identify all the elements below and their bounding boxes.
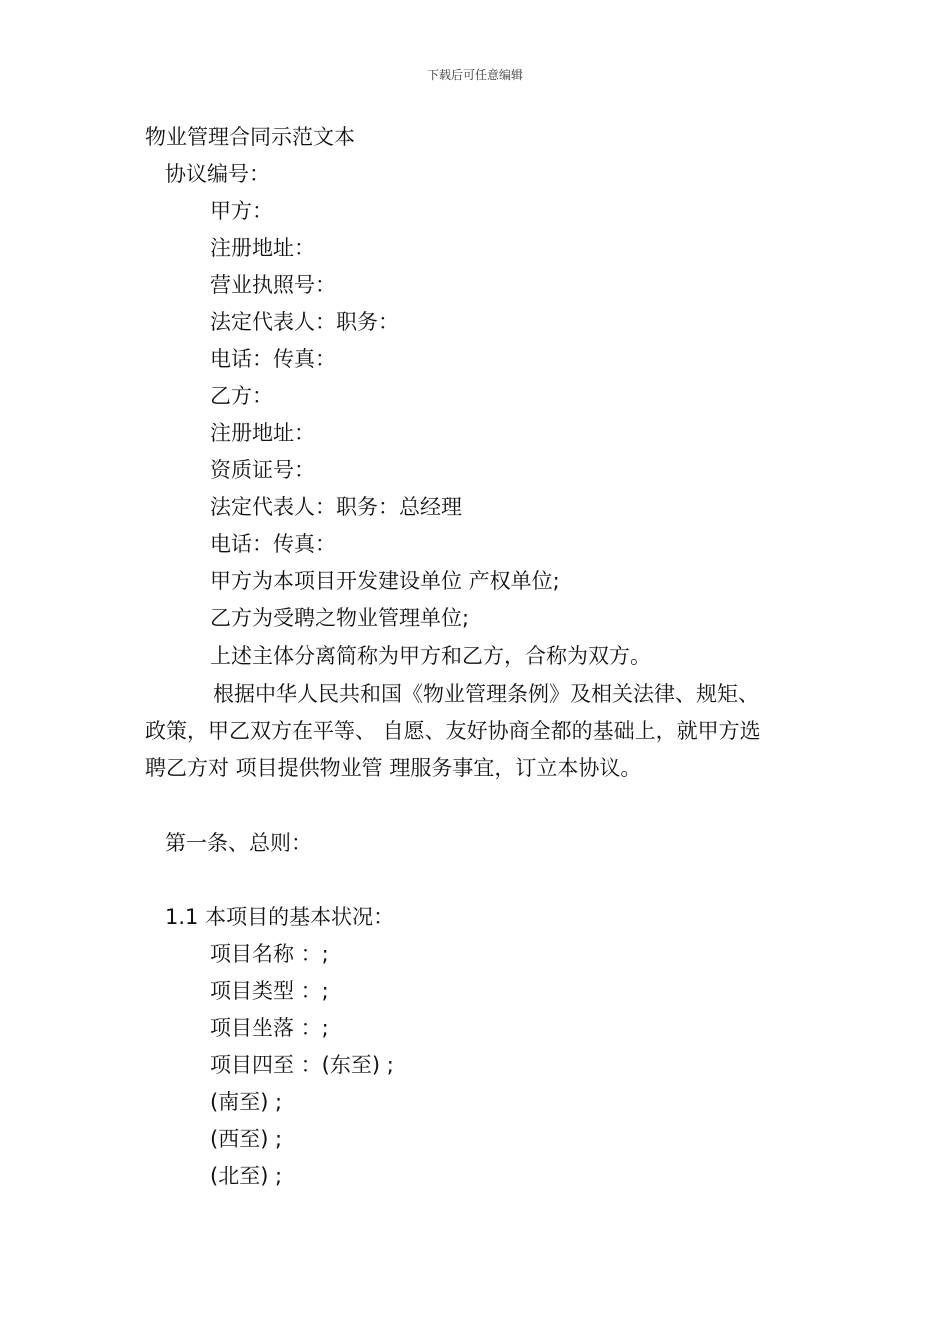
party-b-representative-label: 法定代表人：职务：总经理 bbox=[210, 495, 462, 519]
project-info-item: (北至) ; bbox=[210, 1164, 283, 1188]
party-b-label: 乙方： bbox=[210, 384, 273, 408]
party-a-representative-label: 法定代表人：职务： bbox=[210, 310, 399, 334]
project-info-item: 项目四至 ：(东至) ; bbox=[210, 1053, 394, 1077]
project-info-item: 项目类型 ：; bbox=[210, 979, 329, 1003]
party-a-address-label: 注册地址： bbox=[210, 236, 315, 260]
party-b-qualification-label: 资质证号： bbox=[210, 458, 315, 482]
party-a-phone-label: 电话：传真： bbox=[210, 347, 336, 371]
statement-line: 甲方为本项目开发建设单位 产权单位; bbox=[210, 569, 560, 593]
party-b-address-label: 注册地址： bbox=[210, 421, 315, 445]
project-info-item: 项目坐落 ：; bbox=[210, 1016, 329, 1040]
project-info-item: (南至) ; bbox=[210, 1090, 283, 1114]
intro-paragraph-line: 聘乙方对 项目提供物业管 理服务事宜，订立本协议。 bbox=[145, 756, 642, 780]
party-a-label: 甲方： bbox=[210, 199, 273, 223]
article-1-heading: 第一条、总则： bbox=[165, 831, 312, 855]
project-info-item: 项目名称 ：; bbox=[210, 942, 329, 966]
project-info-item: (西至) ; bbox=[210, 1127, 283, 1151]
agreement-number-label: 协议编号： bbox=[165, 162, 270, 186]
section-1-1-heading: 1.1 本项目的基本状况： bbox=[165, 905, 395, 929]
party-b-phone-label: 电话：传真： bbox=[210, 532, 336, 556]
document-title: 物业管理合同示范文本 bbox=[145, 125, 355, 149]
page-header-note: 下载后可任意编辑 bbox=[426, 68, 523, 82]
party-a-license-label: 营业执照号： bbox=[210, 273, 336, 297]
statement-line: 上述主体分离简称为甲方和乙方，合称为双方。 bbox=[210, 644, 651, 668]
statement-line: 乙方为受聘之物业管理单位; bbox=[210, 606, 470, 630]
intro-paragraph-line: 根据中华人民共和国《物业管理条例》及相关法律、规矩、 bbox=[213, 682, 759, 706]
intro-paragraph-line: 政策，甲乙双方在平等、 自愿、友好协商全都的基础上，就甲方选 bbox=[145, 719, 761, 743]
